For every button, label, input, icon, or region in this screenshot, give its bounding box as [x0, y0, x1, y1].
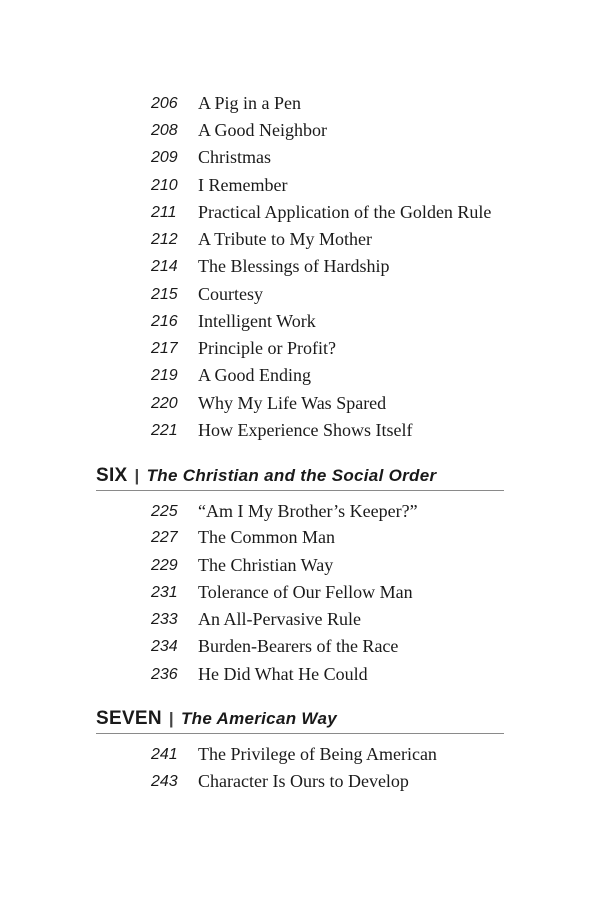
entry-title: How Experience Shows Itself: [198, 420, 413, 440]
toc-entry[interactable]: [0, 175, 600, 201]
page-number: 220: [151, 395, 178, 412]
toc-entry[interactable]: [0, 147, 600, 173]
entry-title: The Blessings of Hardship: [198, 256, 390, 276]
section-number: SEVEN: [96, 708, 162, 729]
section-heading-label: [96, 708, 337, 730]
entry-title: A Good Ending: [198, 365, 312, 385]
entry-title: Burden-Bearers of the Race: [198, 636, 399, 656]
page-number: 231: [151, 584, 178, 601]
page-number: 208: [151, 122, 178, 139]
entry-title: The Christian Way: [198, 555, 334, 575]
entry-title: Character Is Ours to Develop: [198, 771, 409, 791]
page-number: 209: [151, 149, 178, 166]
toc-entry[interactable]: [0, 338, 600, 364]
section-separator: |: [134, 466, 140, 485]
toc-entry[interactable]: [0, 744, 600, 770]
entry-title: An All-Pervasive Rule: [198, 609, 361, 629]
toc-entry[interactable]: [0, 229, 600, 255]
toc-entry[interactable]: [0, 420, 600, 446]
page-number: 206: [151, 95, 178, 112]
page-number: 211: [151, 204, 177, 221]
entry-title: Why My Life Was Spared: [198, 393, 387, 413]
entry-title: A Tribute to My Mother: [198, 229, 373, 249]
entry-title: I Remember: [198, 175, 288, 195]
entry-title: The Privilege of Being American: [198, 744, 437, 764]
entry-title: “Am I My Brother’s Keeper?”: [198, 501, 418, 521]
page-number: 212: [151, 231, 178, 248]
entry-title: The Common Man: [198, 527, 335, 547]
toc-entry[interactable]: [0, 120, 600, 146]
toc-entry[interactable]: [0, 284, 600, 310]
page-number: 215: [151, 286, 178, 303]
page-number: 236: [151, 666, 178, 683]
toc-entry[interactable]: [0, 582, 600, 608]
page-number: 243: [151, 773, 178, 790]
page-number: 217: [151, 340, 178, 357]
toc-entry[interactable]: [0, 527, 600, 553]
entry-title: Practical Application of the Golden Rule: [198, 202, 492, 222]
toc-entry[interactable]: [0, 501, 600, 527]
toc-entry[interactable]: [0, 664, 600, 690]
entry-title: Principle or Profit?: [198, 338, 336, 358]
toc-entry[interactable]: [0, 256, 600, 282]
entry-title: Christmas: [198, 147, 272, 167]
page-number: 233: [151, 611, 178, 628]
section-divider: [96, 490, 504, 491]
page-number: 229: [151, 557, 178, 574]
section-heading-six[interactable]: [96, 465, 504, 489]
page-number: 210: [151, 177, 178, 194]
page-number: 221: [151, 422, 178, 439]
toc-entry[interactable]: [0, 555, 600, 581]
toc-entry[interactable]: [0, 311, 600, 337]
page-number: 234: [151, 638, 178, 655]
toc-entry[interactable]: [0, 609, 600, 635]
page-number: 219: [151, 367, 178, 384]
page-number: 216: [151, 313, 178, 330]
page-number: 241: [151, 746, 178, 763]
section-heading-seven[interactable]: [96, 708, 504, 732]
toc-entry[interactable]: [0, 365, 600, 391]
entry-title: A Good Neighbor: [198, 120, 327, 140]
section-number: SIX: [96, 465, 128, 486]
section-title: The American Way: [180, 709, 337, 728]
entry-title: Courtesy: [198, 284, 263, 304]
page-number: 225: [151, 503, 178, 520]
page-number: 227: [151, 529, 178, 546]
entry-title: Intelligent Work: [198, 311, 316, 331]
section-title: The Christian and the Social Order: [146, 466, 437, 485]
entry-title: He Did What He Could: [198, 664, 368, 684]
toc-entry[interactable]: [0, 93, 600, 119]
section-divider: [96, 733, 504, 734]
toc-entry[interactable]: [0, 202, 600, 228]
toc-entry[interactable]: [0, 771, 600, 797]
page-number: 214: [151, 258, 178, 275]
entry-title: A Pig in a Pen: [198, 93, 302, 113]
toc-entry[interactable]: [0, 393, 600, 419]
section-separator: |: [168, 709, 174, 728]
entry-title: Tolerance of Our Fellow Man: [198, 582, 413, 602]
section-heading-label: [96, 465, 436, 487]
toc-entry[interactable]: [0, 636, 600, 662]
